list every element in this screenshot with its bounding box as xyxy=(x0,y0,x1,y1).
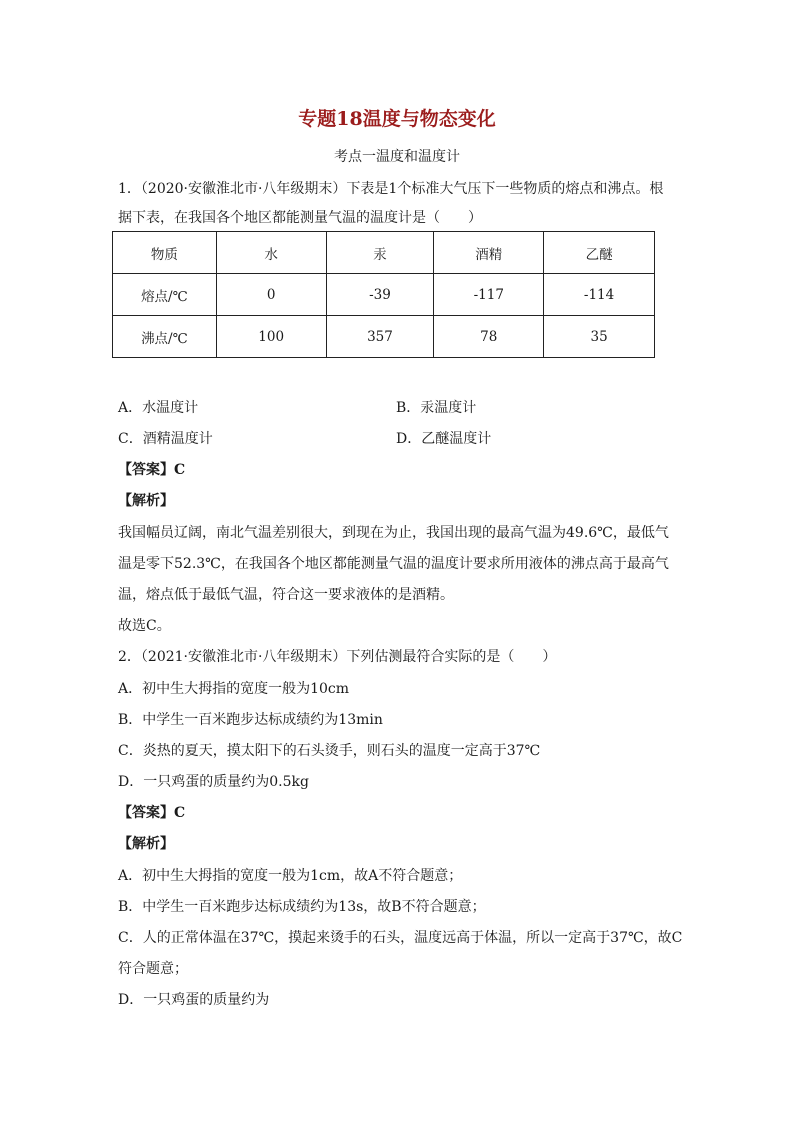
q2-analysis-line: D．一只鸡蛋的质量约为 xyxy=(118,992,270,1008)
q1-analysis-line: 我国幅员辽阔，南北气温差别很大，到现在为止，我国出现的最高气温为49.6℃，最低气 xyxy=(118,525,669,541)
q1-option-b: B．汞温度计 xyxy=(396,400,477,416)
q2-answer: 【答案】C xyxy=(118,805,186,821)
table-cell: 78 xyxy=(434,316,544,358)
table-header-cell: 酒精 xyxy=(434,232,544,274)
q1-data-table xyxy=(112,231,655,358)
table-cell: 沸点/℃ xyxy=(113,316,217,358)
table-header-cell: 汞 xyxy=(326,232,434,274)
q2-analysis-line: B．中学生一百米跑步达标成绩约为13s，故B不符合题意； xyxy=(118,899,486,915)
table-cell: 35 xyxy=(544,316,655,358)
q1-option-c: C．酒精温度计 xyxy=(118,431,213,447)
table-cell: 357 xyxy=(326,316,434,358)
table-row xyxy=(113,274,655,316)
q2-analysis-line: A．初中生大拇指的宽度一般为1cm，故A不符合题意； xyxy=(118,868,463,884)
table-cell: -117 xyxy=(434,274,544,316)
table-cell: 100 xyxy=(216,316,326,358)
table-row xyxy=(113,316,655,358)
q1-answer: 【答案】C xyxy=(118,462,186,478)
q1-option-d: D．乙醚温度计 xyxy=(396,431,492,447)
q1-analysis-line: 故选C。 xyxy=(118,618,171,634)
table-cell: -39 xyxy=(326,274,434,316)
table-header-cell: 物质 xyxy=(113,232,217,274)
q2-stem: 2．（2021·安徽淮北市·八年级期末）下列估测最符合实际的是（ ） xyxy=(118,649,557,665)
q2-option: B．中学生一百米跑步达标成绩约为13min xyxy=(118,712,383,728)
q1-option-a: A．水温度计 xyxy=(118,400,199,416)
table-header-cell: 水 xyxy=(216,232,326,274)
page-title: 专题18温度与物态变化 xyxy=(298,108,496,130)
q2-option: C．炎热的夏天，摸太阳下的石头烫手，则石头的温度一定高于37℃ xyxy=(118,743,541,759)
table-cell: -114 xyxy=(544,274,655,316)
table-cell: 0 xyxy=(216,274,326,316)
q1-stem-line-2: 据下表，在我国各个地区都能测量气温的温度计是（ ） xyxy=(118,210,482,226)
table-header-cell: 乙醚 xyxy=(544,232,655,274)
table-header-row xyxy=(113,232,655,274)
q2-analysis-label: 【解析】 xyxy=(118,836,174,852)
q1-analysis-line: 温，熔点低于最低气温，符合这一要求液体的是酒精。 xyxy=(118,587,454,603)
q2-analysis-line: C．人的正常体温在37℃，摸起来烫手的石头，温度远高于体温，所以一定高于37℃，故C xyxy=(118,930,683,946)
q2-option: D．一只鸡蛋的质量约为0.5kg xyxy=(118,774,309,790)
q2-option: A．初中生大拇指的宽度一般为10cm xyxy=(118,681,350,697)
q1-analysis-line: 温是零下52.3℃，在我国各个地区都能测量气温的温度计要求所用液体的沸点高于最高气 xyxy=(118,556,669,572)
q1-analysis-label: 【解析】 xyxy=(118,493,174,509)
q1-stem-line-1: 1．（2020·安徽淮北市·八年级期末）下表是1个标准大气压下一些物质的熔点和沸点。根 xyxy=(118,181,664,197)
q2-analysis-line: 符合题意； xyxy=(118,961,188,977)
table-cell: 熔点/℃ xyxy=(113,274,217,316)
section-heading: 考点一温度和温度计 xyxy=(334,149,460,165)
